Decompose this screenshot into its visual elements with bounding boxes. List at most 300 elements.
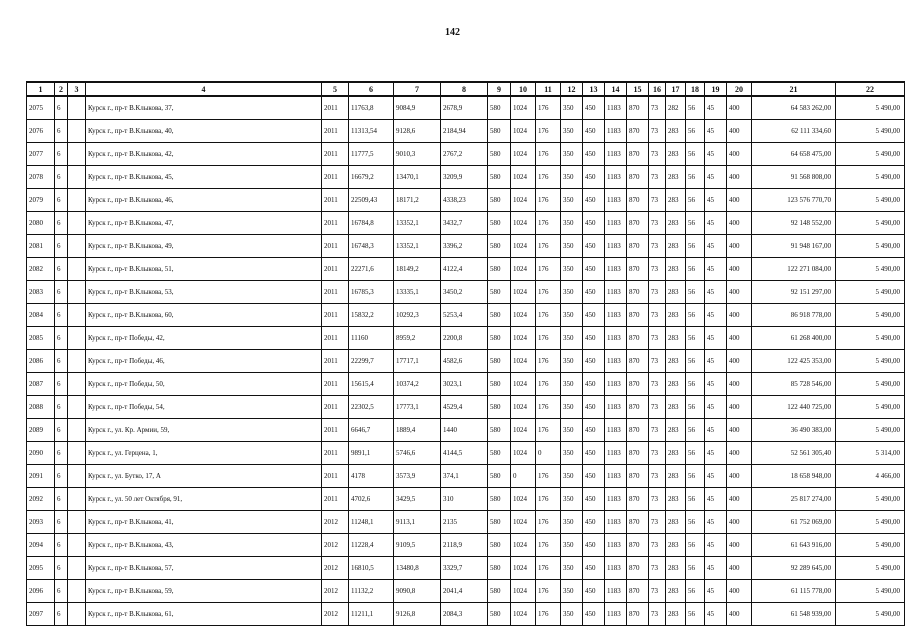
table-cell: 1183 [605, 327, 627, 350]
table-cell: 4702,6 [349, 488, 394, 511]
table-cell [68, 281, 86, 304]
table-cell: 73 [649, 350, 666, 373]
table-cell: 450 [583, 212, 605, 235]
table-cell: 9126,8 [394, 603, 441, 626]
table-cell: 16785,3 [349, 281, 394, 304]
table-cell: 2084 [27, 304, 55, 327]
table-cell: 6 [55, 304, 68, 327]
table-row [27, 603, 905, 626]
table-cell: 56 [686, 96, 705, 120]
table-cell: 56 [686, 350, 705, 373]
table-cell: 61 752 069,00 [752, 511, 836, 534]
table-cell: 580 [488, 488, 511, 511]
table-cell: 5 490,00 [836, 212, 905, 235]
table-cell: 45 [705, 327, 727, 350]
table-cell: 580 [488, 350, 511, 373]
table-cell: 450 [583, 580, 605, 603]
table-cell: Курск г., пр-т В.Клыкова, 61, [86, 603, 322, 626]
table-cell: 2011 [322, 304, 349, 327]
column-header-9: 9 [488, 82, 511, 96]
table-cell: 17773,1 [394, 396, 441, 419]
table-cell: 350 [561, 120, 583, 143]
table-cell: 4582,6 [441, 350, 488, 373]
table-cell: 450 [583, 396, 605, 419]
table-cell: 11132,2 [349, 580, 394, 603]
table-cell: 1183 [605, 557, 627, 580]
table-cell: 15832,2 [349, 304, 394, 327]
table-cell: 400 [727, 143, 752, 166]
table-cell: 400 [727, 419, 752, 442]
table-cell: 1024 [511, 373, 536, 396]
table-cell: 283 [666, 396, 686, 419]
table-cell [68, 212, 86, 235]
table-cell: 400 [727, 465, 752, 488]
table-cell: Курск г., пр-т В.Клыкова, 57, [86, 557, 322, 580]
table-cell: 400 [727, 327, 752, 350]
table-cell: 450 [583, 143, 605, 166]
table-cell: Курск г., пр-т В.Клыкова, 60, [86, 304, 322, 327]
table-cell: 1183 [605, 580, 627, 603]
table-cell: 350 [561, 557, 583, 580]
column-header-20: 20 [727, 82, 752, 96]
table-cell [68, 96, 86, 120]
table-cell: 870 [627, 327, 649, 350]
column-header-6: 6 [349, 82, 394, 96]
table-cell: 283 [666, 166, 686, 189]
table-cell: 1183 [605, 120, 627, 143]
table-cell: 400 [727, 580, 752, 603]
table-cell: 176 [536, 96, 561, 120]
table-cell: 283 [666, 143, 686, 166]
table-cell: 2086 [27, 350, 55, 373]
table-cell: 2076 [27, 120, 55, 143]
table-cell: 2041,4 [441, 580, 488, 603]
table-cell: 580 [488, 534, 511, 557]
table-cell: 400 [727, 396, 752, 419]
table-cell: 870 [627, 603, 649, 626]
table-cell: 580 [488, 189, 511, 212]
table-cell: 1024 [511, 143, 536, 166]
table-cell: Курск г., пр-т В.Клыкова, 46, [86, 189, 322, 212]
table-cell: 2011 [322, 488, 349, 511]
table-cell: 176 [536, 281, 561, 304]
table-cell: 1024 [511, 419, 536, 442]
table-cell: 11777,5 [349, 143, 394, 166]
table-cell: 45 [705, 488, 727, 511]
table-cell: 5 490,00 [836, 258, 905, 281]
table-cell: 123 576 770,70 [752, 189, 836, 212]
table-cell [68, 396, 86, 419]
table-cell: 2011 [322, 327, 349, 350]
table-cell: 56 [686, 212, 705, 235]
table-cell: 2011 [322, 166, 349, 189]
table-cell: 400 [727, 96, 752, 120]
table-row [27, 258, 905, 281]
table-cell: 870 [627, 189, 649, 212]
table-cell: 400 [727, 120, 752, 143]
table-cell: 2092 [27, 488, 55, 511]
table-cell: 9128,6 [394, 120, 441, 143]
table-cell: 73 [649, 557, 666, 580]
table-cell: 176 [536, 120, 561, 143]
table-cell: 92 148 552,00 [752, 212, 836, 235]
table-cell: 2081 [27, 235, 55, 258]
table-cell: 18149,2 [394, 258, 441, 281]
table-cell: 6 [55, 327, 68, 350]
table-cell: 13352,1 [394, 235, 441, 258]
column-header-16: 16 [649, 82, 666, 96]
table-row [27, 350, 905, 373]
table-cell: 450 [583, 235, 605, 258]
table-cell: 283 [666, 189, 686, 212]
table-cell: 25 817 274,00 [752, 488, 836, 511]
table-cell: 2094 [27, 534, 55, 557]
table-cell: 10292,3 [394, 304, 441, 327]
table-cell: 870 [627, 235, 649, 258]
table-cell: 580 [488, 396, 511, 419]
table-cell: 580 [488, 327, 511, 350]
table-cell [68, 189, 86, 212]
table-cell: 3209,9 [441, 166, 488, 189]
table-cell: 870 [627, 143, 649, 166]
table-cell: 176 [536, 488, 561, 511]
table-cell: 1024 [511, 327, 536, 350]
table-cell: 2011 [322, 442, 349, 465]
table-cell: 6 [55, 212, 68, 235]
table-cell: 1183 [605, 465, 627, 488]
table-cell: 350 [561, 442, 583, 465]
housing-registry-table [26, 81, 905, 626]
table-cell: 10374,2 [394, 373, 441, 396]
table-cell: 2012 [322, 580, 349, 603]
table-cell: 3450,2 [441, 281, 488, 304]
table-cell: 45 [705, 281, 727, 304]
table-cell: 9109,5 [394, 534, 441, 557]
table-row [27, 166, 905, 189]
table-cell: 176 [536, 580, 561, 603]
table-cell: 56 [686, 396, 705, 419]
table-cell: 282 [666, 96, 686, 120]
table-cell: 450 [583, 373, 605, 396]
table-cell: 870 [627, 419, 649, 442]
table-cell: Курск г., пр-т В.Клыкова, 53, [86, 281, 322, 304]
table-cell: 9084,9 [394, 96, 441, 120]
table-cell: 283 [666, 350, 686, 373]
table-cell: 64 583 262,00 [752, 96, 836, 120]
table-cell: 9010,3 [394, 143, 441, 166]
table-cell: 2011 [322, 373, 349, 396]
table-cell: 176 [536, 258, 561, 281]
table-cell: 6 [55, 120, 68, 143]
table-cell: 61 548 939,00 [752, 603, 836, 626]
table-cell: 22509,43 [349, 189, 394, 212]
table-cell: 2088 [27, 396, 55, 419]
table-cell: 45 [705, 120, 727, 143]
table-row [27, 120, 905, 143]
table-cell: 73 [649, 120, 666, 143]
table-cell: 1183 [605, 166, 627, 189]
table-cell: 870 [627, 373, 649, 396]
table-row [27, 189, 905, 212]
table-cell: 13480,8 [394, 557, 441, 580]
table-cell: Курск г., пр-т В.Клыкова, 51, [86, 258, 322, 281]
table-cell: 22271,6 [349, 258, 394, 281]
table-cell: 2118,9 [441, 534, 488, 557]
table-cell: 2096 [27, 580, 55, 603]
table-cell: 5 490,00 [836, 143, 905, 166]
table-cell: 9113,1 [394, 511, 441, 534]
table-cell: 6 [55, 557, 68, 580]
table-cell: 2011 [322, 465, 349, 488]
column-header-1: 1 [27, 82, 55, 96]
table-cell: 6 [55, 373, 68, 396]
table-cell: 350 [561, 396, 583, 419]
table-cell: 5 490,00 [836, 235, 905, 258]
table-cell: 1183 [605, 212, 627, 235]
table-cell: 56 [686, 143, 705, 166]
table-row [27, 373, 905, 396]
table-cell: 6 [55, 96, 68, 120]
table-cell: 73 [649, 419, 666, 442]
table-cell: 350 [561, 304, 583, 327]
table-cell: 6 [55, 235, 68, 258]
table-cell: 3432,7 [441, 212, 488, 235]
table-cell: 9891,1 [349, 442, 394, 465]
table-cell: 374,1 [441, 465, 488, 488]
table-cell: 400 [727, 166, 752, 189]
table-cell: 6 [55, 603, 68, 626]
table-cell: 56 [686, 258, 705, 281]
table-cell: Курск г., пр-т Победы, 42, [86, 327, 322, 350]
table-cell: 56 [686, 442, 705, 465]
table-cell: 1889,4 [394, 419, 441, 442]
table-cell: 2095 [27, 557, 55, 580]
table-cell: 56 [686, 488, 705, 511]
table-cell: 91 948 167,00 [752, 235, 836, 258]
table-cell: 11763,8 [349, 96, 394, 120]
table-cell: 2011 [322, 235, 349, 258]
table-cell: 73 [649, 603, 666, 626]
table-cell: Курск г., пр-т В.Клыкова, 43, [86, 534, 322, 557]
table-cell: 450 [583, 465, 605, 488]
table-cell: 36 490 383,00 [752, 419, 836, 442]
table-cell: 283 [666, 304, 686, 327]
table-cell: 580 [488, 258, 511, 281]
table-cell: 5 490,00 [836, 488, 905, 511]
column-header-15: 15 [627, 82, 649, 96]
table-cell: 2678,9 [441, 96, 488, 120]
table-cell: 350 [561, 511, 583, 534]
table-body [27, 96, 905, 626]
table-cell: 92 289 645,00 [752, 557, 836, 580]
table-cell: 1024 [511, 96, 536, 120]
table-cell: 4 466,00 [836, 465, 905, 488]
table-cell: 6 [55, 580, 68, 603]
table-cell: 5 490,00 [836, 580, 905, 603]
table-cell: 6 [55, 465, 68, 488]
column-header-12: 12 [561, 82, 583, 96]
table-cell: 2011 [322, 350, 349, 373]
table-cell: 73 [649, 465, 666, 488]
table-row [27, 488, 905, 511]
table-cell: 2084,3 [441, 603, 488, 626]
table-cell: 8959,2 [394, 327, 441, 350]
table-cell: 450 [583, 603, 605, 626]
table-cell: 73 [649, 304, 666, 327]
table-cell: 45 [705, 396, 727, 419]
table-cell: 2011 [322, 143, 349, 166]
table-cell: 450 [583, 442, 605, 465]
table-cell: Курск г., ул. Бутко, 17, А [86, 465, 322, 488]
table-cell: 350 [561, 327, 583, 350]
table-cell: 1024 [511, 281, 536, 304]
table-cell: 56 [686, 580, 705, 603]
table-cell: 6 [55, 350, 68, 373]
table-cell: 5 490,00 [836, 281, 905, 304]
table-cell: 870 [627, 120, 649, 143]
column-header-8: 8 [441, 82, 488, 96]
table-cell: 62 111 334,60 [752, 120, 836, 143]
table-cell: 45 [705, 442, 727, 465]
table-cell: 16679,2 [349, 166, 394, 189]
table-cell: 870 [627, 96, 649, 120]
table-cell: 45 [705, 189, 727, 212]
table-cell: 4122,4 [441, 258, 488, 281]
table-cell: 176 [536, 304, 561, 327]
table-cell: 45 [705, 143, 727, 166]
table-cell: 450 [583, 488, 605, 511]
table-cell: 122 425 353,00 [752, 350, 836, 373]
table-cell: 45 [705, 96, 727, 120]
table-cell: 73 [649, 281, 666, 304]
table-cell: 56 [686, 166, 705, 189]
table-cell: Курск г., ул. Кр. Армии, 59, [86, 419, 322, 442]
table-cell: 45 [705, 465, 727, 488]
column-header-14: 14 [605, 82, 627, 96]
table-cell: 3396,2 [441, 235, 488, 258]
table-cell: 283 [666, 442, 686, 465]
table-cell: 5 490,00 [836, 327, 905, 350]
table-cell: 283 [666, 235, 686, 258]
table-cell: 1024 [511, 304, 536, 327]
table-cell: 5 490,00 [836, 603, 905, 626]
table-cell: 2085 [27, 327, 55, 350]
table-cell: 16748,3 [349, 235, 394, 258]
column-header-11: 11 [536, 82, 561, 96]
table-cell: 450 [583, 96, 605, 120]
table-cell: 350 [561, 281, 583, 304]
table-cell: 45 [705, 212, 727, 235]
table-cell [68, 465, 86, 488]
table-cell: 870 [627, 304, 649, 327]
table-cell: 6 [55, 143, 68, 166]
table-cell: 1024 [511, 212, 536, 235]
table-cell: 13335,1 [394, 281, 441, 304]
table-cell: 56 [686, 534, 705, 557]
table-row [27, 96, 905, 120]
table-cell: 1024 [511, 580, 536, 603]
table-cell: 350 [561, 373, 583, 396]
table-cell: 4144,5 [441, 442, 488, 465]
table-cell: 450 [583, 557, 605, 580]
table-cell: 1183 [605, 488, 627, 511]
table-cell: 64 658 475,00 [752, 143, 836, 166]
table-cell: 870 [627, 166, 649, 189]
table-cell: 2012 [322, 557, 349, 580]
table-cell: 870 [627, 557, 649, 580]
table-cell: 56 [686, 373, 705, 396]
column-header-13: 13 [583, 82, 605, 96]
table-row [27, 419, 905, 442]
table-cell [68, 258, 86, 281]
table-cell: 1183 [605, 511, 627, 534]
table-cell: 45 [705, 419, 727, 442]
table-cell: 400 [727, 258, 752, 281]
table-cell: 176 [536, 373, 561, 396]
table-cell: 56 [686, 603, 705, 626]
table-cell [68, 235, 86, 258]
table-cell: 2093 [27, 511, 55, 534]
table-cell: 6 [55, 511, 68, 534]
table-cell: 450 [583, 189, 605, 212]
table-cell: 1183 [605, 419, 627, 442]
table-row [27, 534, 905, 557]
table-cell: 56 [686, 511, 705, 534]
table-cell [68, 488, 86, 511]
table-cell [68, 557, 86, 580]
table-cell: 1024 [511, 350, 536, 373]
table-cell: 3429,5 [394, 488, 441, 511]
table-cell: 176 [536, 511, 561, 534]
table-cell: 1024 [511, 442, 536, 465]
table-cell: Курск г., ул. Герцена, 1, [86, 442, 322, 465]
table-cell: 61 115 778,00 [752, 580, 836, 603]
table-cell: 3573,9 [394, 465, 441, 488]
table-cell: 1183 [605, 373, 627, 396]
table-cell: 450 [583, 120, 605, 143]
table-cell: 580 [488, 235, 511, 258]
table-cell: 400 [727, 442, 752, 465]
table-cell: 45 [705, 350, 727, 373]
table-cell: 2011 [322, 419, 349, 442]
table-cell: 5 490,00 [836, 120, 905, 143]
table-cell: 2184,94 [441, 120, 488, 143]
table-cell: 73 [649, 373, 666, 396]
table-cell: 73 [649, 166, 666, 189]
table-cell: 11313,54 [349, 120, 394, 143]
table-cell: 6 [55, 396, 68, 419]
table-cell: Курск г., пр-т В.Клыкова, 47, [86, 212, 322, 235]
table-cell: Курск г., пр-т В.Клыкова, 59, [86, 580, 322, 603]
table-cell: Курск г., пр-т В.Клыкова, 42, [86, 143, 322, 166]
table-cell: 73 [649, 442, 666, 465]
table-cell: 870 [627, 281, 649, 304]
column-header-10: 10 [511, 82, 536, 96]
table-cell: Курск г., пр-т Победы, 54, [86, 396, 322, 419]
table-cell: 16784,8 [349, 212, 394, 235]
table-cell: 2011 [322, 281, 349, 304]
table-cell: 450 [583, 166, 605, 189]
table-cell: 18 658 948,00 [752, 465, 836, 488]
column-header-19: 19 [705, 82, 727, 96]
table-cell: 450 [583, 350, 605, 373]
table-cell: 870 [627, 534, 649, 557]
table-row [27, 281, 905, 304]
table-cell: 283 [666, 465, 686, 488]
table-cell [68, 442, 86, 465]
table-cell: 283 [666, 258, 686, 281]
table-cell: 283 [666, 373, 686, 396]
